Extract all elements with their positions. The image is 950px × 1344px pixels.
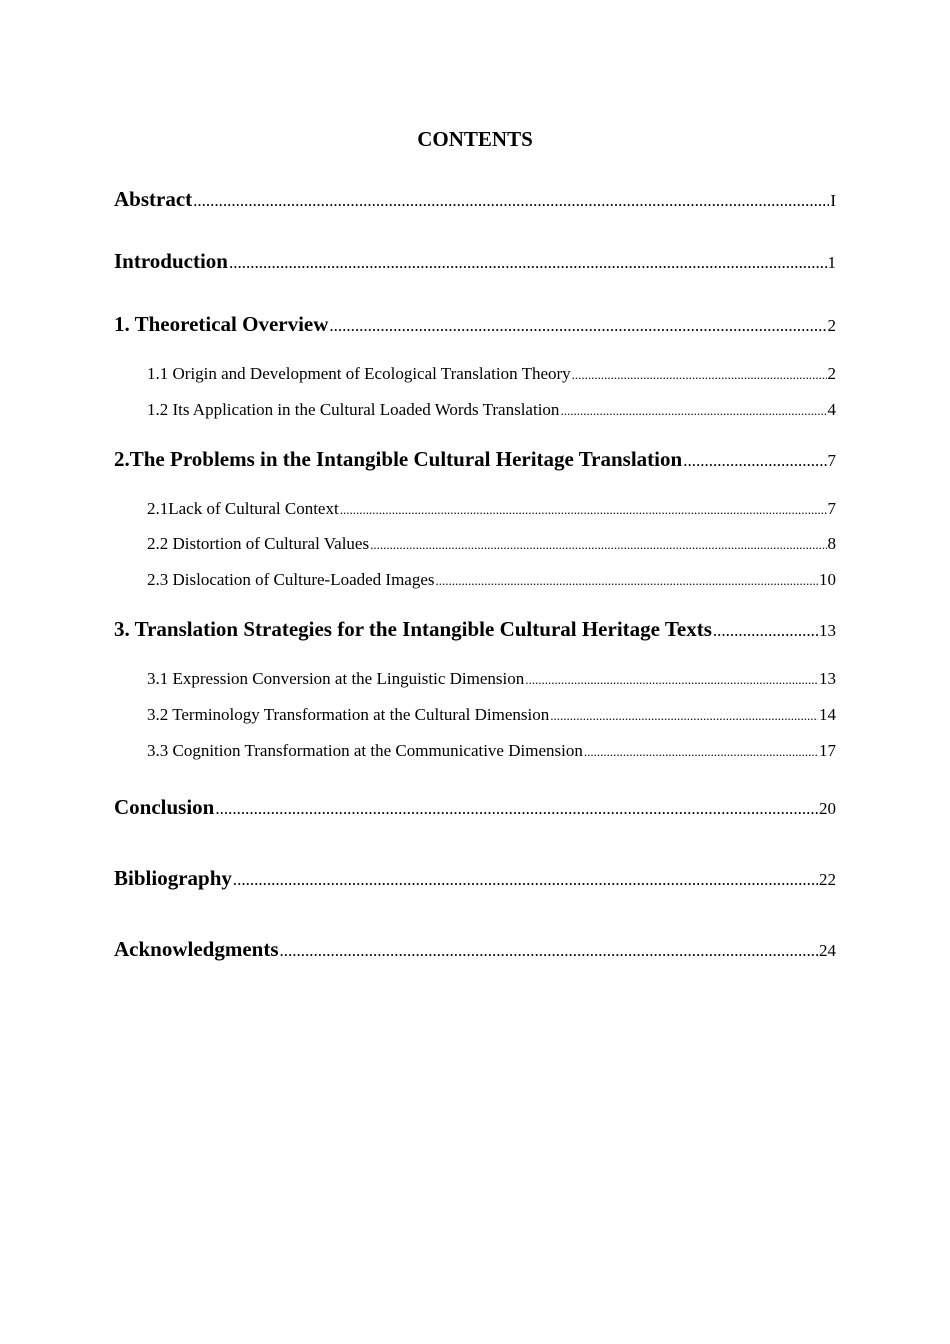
dot-leader (584, 741, 818, 763)
toc-page-number: 13 (819, 669, 836, 688)
toc-label: Abstract (114, 187, 193, 211)
toc-entry-section-3-1[interactable] (147, 668, 836, 691)
toc-page-number: 8 (827, 534, 836, 553)
toc-entry-section-1-1[interactable] (147, 363, 836, 386)
toc-page-number: 20 (819, 799, 836, 818)
toc-page-number: 7 (827, 451, 836, 470)
toc-page-number: 17 (819, 741, 836, 760)
toc-page-number: I (830, 191, 836, 210)
toc-entry-bibliography[interactable] (114, 865, 836, 893)
toc-label: 3.2 Terminology Transformation at the Cultural Dimension (147, 705, 550, 724)
toc-page-number: 22 (819, 870, 836, 889)
dot-leader (370, 534, 826, 556)
toc-entry-section-2-2[interactable] (147, 533, 836, 556)
toc-page-number: 2 (827, 316, 836, 335)
toc-label: Conclusion (114, 795, 215, 819)
toc-entry-section-3-2[interactable] (147, 704, 836, 727)
toc-label: 3.1 Expression Conversion at the Linguistic Dimension (147, 669, 525, 688)
toc-page-number: 13 (819, 621, 836, 640)
toc-entry-acknowledgments[interactable] (114, 936, 836, 964)
toc-page-number: 7 (827, 499, 836, 518)
toc-page-number: 2 (827, 364, 836, 383)
toc-page-number: 14 (819, 705, 836, 724)
toc-entry-introduction[interactable] (114, 248, 836, 276)
page-title: CONTENTS (417, 127, 533, 151)
toc-entry-section-3-3[interactable] (147, 740, 836, 763)
dot-leader (340, 499, 827, 521)
toc-page-number: 10 (819, 570, 836, 589)
toc-label: 2.3 Dislocation of Culture-Loaded Images (147, 570, 435, 589)
dot-leader (572, 364, 827, 386)
toc-entry-chapter-3[interactable] (114, 616, 836, 644)
dot-leader (436, 570, 818, 592)
dot-leader (560, 400, 826, 422)
dot-leader (229, 250, 827, 276)
toc-entry-chapter-1[interactable] (114, 311, 836, 339)
dot-leader (683, 448, 826, 474)
toc-entry-conclusion[interactable] (114, 794, 836, 822)
dot-leader (233, 867, 818, 893)
toc-entry-abstract[interactable] (114, 186, 836, 214)
toc-label: 3.3 Cognition Transformation at the Communicative Dimension (147, 741, 583, 760)
toc-entry-chapter-2[interactable] (114, 446, 836, 474)
dot-leader (329, 313, 826, 339)
toc-page-number: 24 (819, 941, 836, 960)
dot-leader (525, 669, 818, 691)
toc-label: Acknowledgments (114, 937, 279, 961)
toc-label: Bibliography (114, 866, 232, 890)
toc-entry-section-1-2[interactable] (147, 399, 836, 422)
toc-page-number: 1 (827, 253, 836, 272)
toc-label: 2.1Lack of Cultural Context (147, 499, 339, 518)
dot-leader (215, 796, 818, 822)
dot-leader (550, 705, 818, 727)
toc-page-number: 4 (827, 400, 836, 419)
toc-label: 2.The Problems in the Intangible Cultural Heritage Translation (114, 447, 683, 471)
dot-leader (280, 938, 818, 964)
toc-entry-section-2-3[interactable] (147, 569, 836, 592)
toc-label: Introduction (114, 249, 228, 273)
toc-label: 1. Theoretical Overview (114, 312, 329, 336)
toc-label: 1.1 Origin and Development of Ecological Translation Theory (147, 364, 571, 383)
toc-entry-section-2-1[interactable] (147, 498, 836, 521)
dot-leader (713, 618, 818, 644)
dot-leader (193, 188, 829, 214)
toc-label: 3. Translation Strategies for the Intangible Cultural Heritage Texts (114, 617, 712, 641)
toc-label: 2.2 Distortion of Cultural Values (147, 534, 370, 553)
toc-label: 1.2 Its Application in the Cultural Loaded Words Translation (147, 400, 560, 419)
